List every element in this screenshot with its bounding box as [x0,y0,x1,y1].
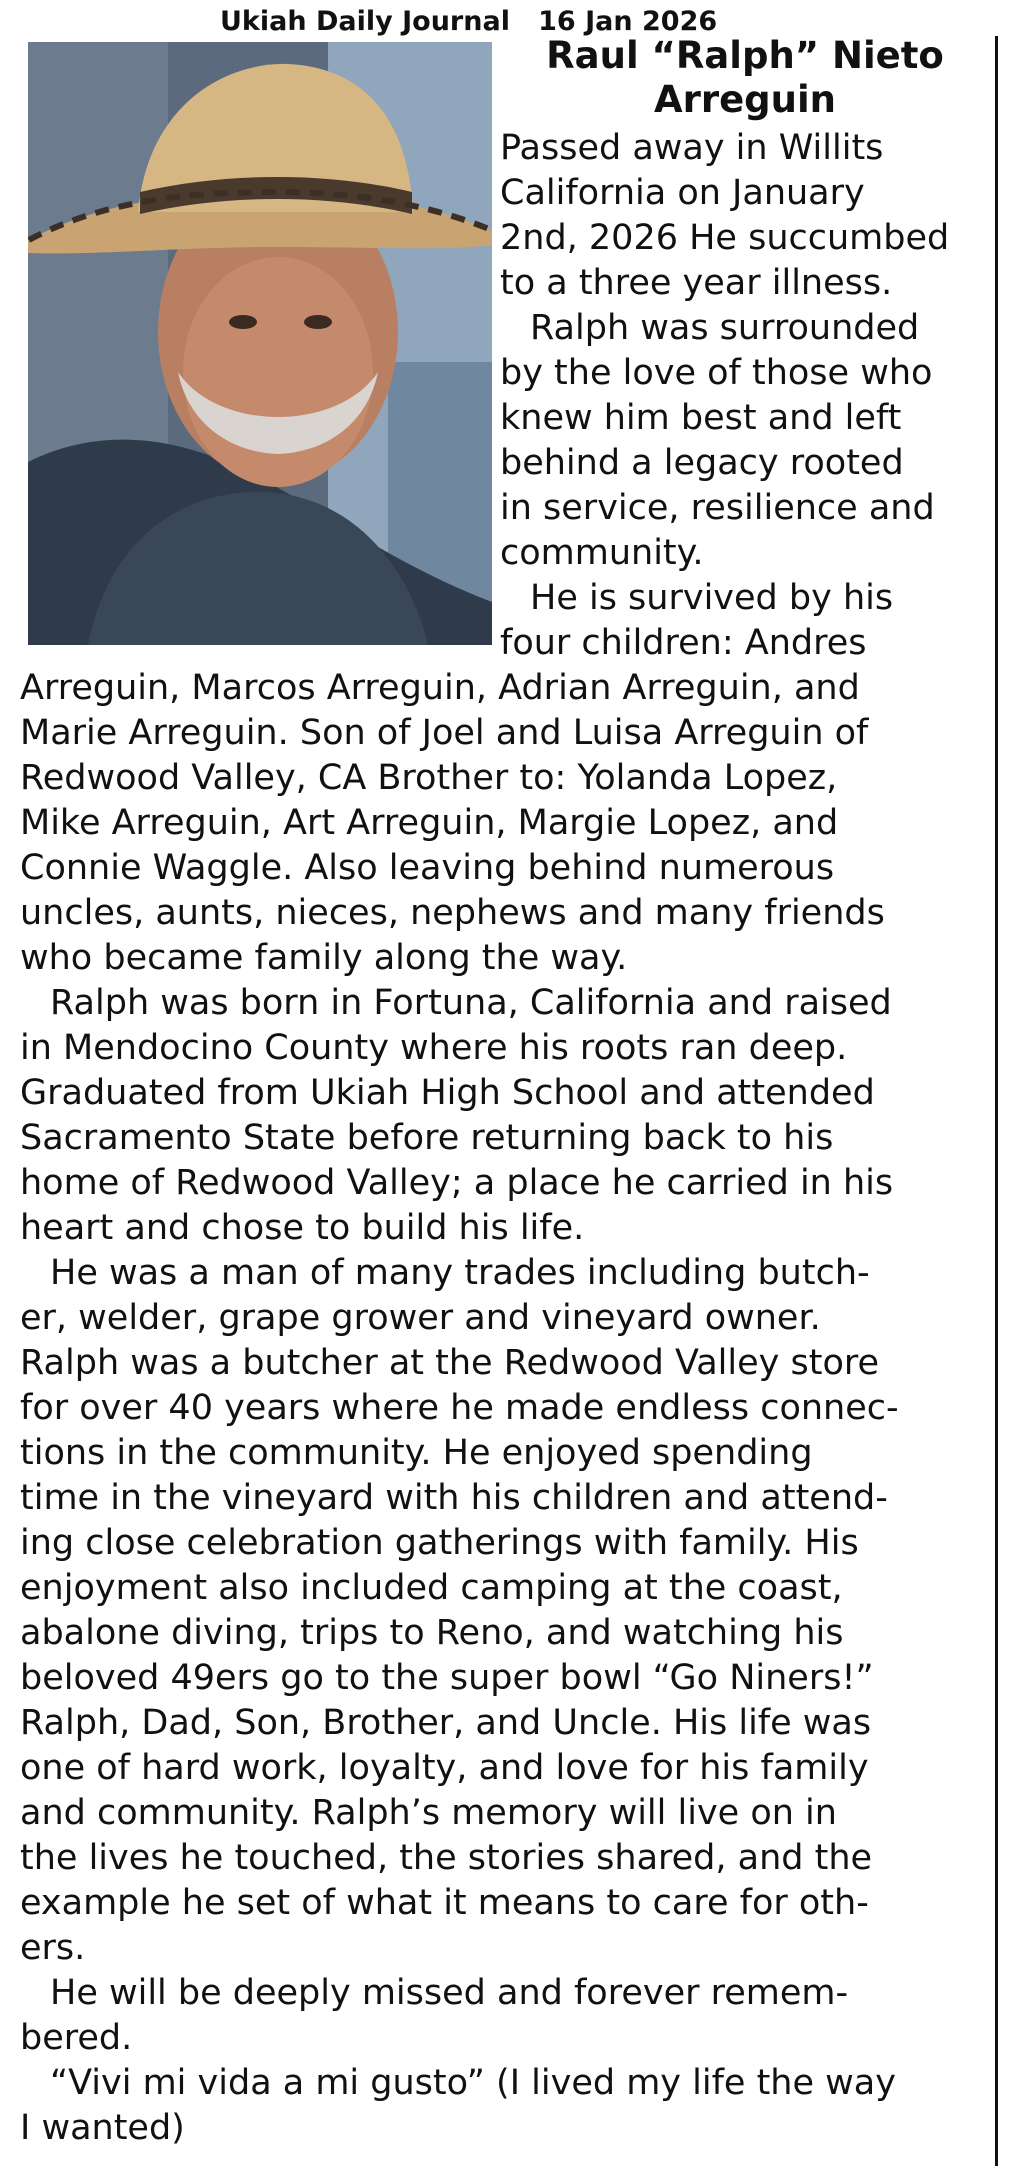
body-line: in Mendocino County where his roots ran deep. [20,1028,848,1068]
body-line: er, welder, grape grower and vineyard owner. [20,1298,821,1338]
body-line: for over 40 years where he made endless connec- [20,1388,899,1428]
body-line: by the love of those who [500,353,933,393]
body-line: 2nd, 2026 He succumbed [500,218,950,258]
body-line: Ralph was a butcher at the Redwood Valley store [20,1343,880,1383]
body-line: ing close celebration gatherings with family. His [20,1523,859,1563]
obituary-body [20,126,995,2151]
body-line: He will be deeply missed and forever remem- [50,1973,849,2013]
body-line: in service, resilience and [500,488,935,528]
body-line: Graduated from Ukiah High School and attended [20,1073,875,1113]
body-line: Ralph was surrounded [530,308,920,348]
body-line: abalone diving, trips to Reno, and watching his [20,1613,844,1653]
body-line: Ralph, Dad, Son, Brother, and Uncle. His life was [20,1703,872,1743]
masthead: Ukiah Daily Journal 16 Jan 2026 [220,6,718,37]
body-line: I wanted) [20,2108,185,2148]
body-line: Connie Waggle. Also leaving behind numerous [20,848,835,888]
body-line: community. [500,533,704,573]
body-line: He was a man of many trades including butch- [50,1253,870,1293]
body-line: California on January [500,173,865,213]
body-line: example he set of what it means to care for oth- [20,1883,869,1923]
body-line: He is survived by his [530,578,894,618]
body-line: Ralph was born in Fortuna, California and raised [50,983,892,1023]
body-line: and community. Ralph’s memory will live on in [20,1793,837,1833]
heading-line: Raul “Ralph” Nieto [546,34,944,77]
body-line: enjoyment also included camping at the coast, [20,1568,843,1608]
body-line: knew him best and left [500,398,902,438]
body-line: four children: Andres [500,623,867,663]
body-line: Sacramento State before returning back to his [20,1118,834,1158]
body-line: who became family along the way. [20,938,628,978]
body-line: tions in the community. He enjoyed spending [20,1433,813,1473]
body-line: bered. [20,2018,133,2058]
body-line: “Vivi mi vida a mi gusto” (I lived my life the way [50,2063,896,2103]
body-line: heart and chose to build his life. [20,1208,585,1248]
body-line: behind a legacy rooted [500,443,904,483]
body-line: Marie Arreguin. Son of Joel and Luisa Arreguin of [20,713,869,753]
body-line: time in the vineyard with his children and attend- [20,1478,888,1518]
heading-line: Arreguin [653,78,837,121]
body-line: to a three year illness. [500,263,893,303]
body-line: Arreguin, Marcos Arreguin, Adrian Arreguin, and [20,668,860,708]
body-line: Passed away in Willits [500,128,884,168]
body-line: uncles, aunts, nieces, nephews and many friends [20,893,885,933]
body-line: Redwood Valley, CA Brother to: Yolanda Lopez, [20,758,838,798]
body-line: one of hard work, loyalty, and love for his family [20,1748,869,1788]
obituary-heading [500,34,990,122]
body-line: Mike Arreguin, Art Arreguin, Margie Lopez, and [20,803,839,843]
body-line: home of Redwood Valley; a place he carried in his [20,1163,894,1203]
body-line: the lives he touched, the stories shared, and the [20,1838,873,1878]
column-rule [995,36,998,2166]
body-line: beloved 49ers go to the super bowl “Go Niners!” [20,1658,874,1698]
body-line: ers. [20,1928,86,1968]
